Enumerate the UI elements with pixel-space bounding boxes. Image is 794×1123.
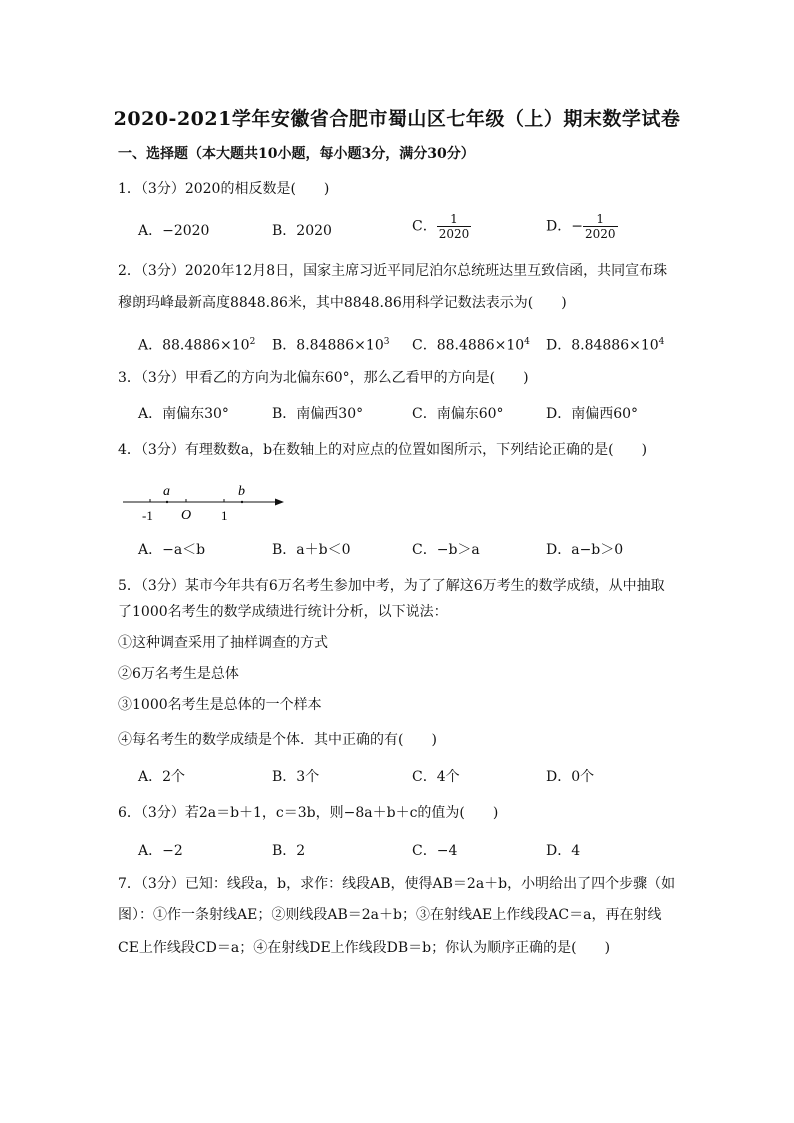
q4-option-b[interactable]: B．a＋b＜0 xyxy=(272,542,351,558)
q2-option-a[interactable]: A．$88.4886\times 10^2$ xyxy=(138,337,256,354)
point-a xyxy=(166,501,168,503)
arrow-right-icon xyxy=(275,499,284,506)
q5-statement-2: ②6万名考生是总体 xyxy=(118,666,239,682)
q5-statement-4: ④每名考生的数学成绩是个体．其中正确的有( ) xyxy=(118,732,437,748)
q3-option-a[interactable]: A．南偏东30° xyxy=(138,406,229,422)
q3-option-d[interactable]: D．南偏西60° xyxy=(546,406,639,422)
q1-option-d-fraction: $\frac{1}{2020}$ xyxy=(584,212,616,241)
tick-label-origin: O xyxy=(181,508,192,523)
q5-option-b[interactable]: B．3个 xyxy=(272,769,320,785)
question-6-stem: 6．（3分）若2a＝b＋1，c＝3b，则−8a＋b＋c的值为( ) xyxy=(118,805,499,821)
q4-option-a[interactable]: A．−a＜b xyxy=(138,542,206,558)
question-3-stem: 3．（3分）甲看乙的方向为北偏东60°，那么乙看甲的方向是( ) xyxy=(118,370,529,386)
q1-option-b[interactable]: B．2020 xyxy=(272,223,332,239)
q5-option-a[interactable]: A．2个 xyxy=(138,769,186,785)
q6-option-a[interactable]: A．−2 xyxy=(138,843,183,859)
q5-statement-1: ①这种调查采用了抽样调查的方式 xyxy=(118,635,328,651)
number-line-figure xyxy=(118,478,298,524)
page-title: 2020-2021学年安徽省合肥市蜀山区七年级（上）期末数学试卷 xyxy=(113,108,681,130)
q1-option-a[interactable]: A．−2020 xyxy=(138,223,210,239)
q2-option-b[interactable]: B．$8.84886\times 10^3$ xyxy=(272,337,390,354)
q1-option-c-fraction: $\frac{1}{2020}$ xyxy=(438,212,470,241)
q6-option-b[interactable]: B．2 xyxy=(272,843,306,859)
q1-option-d-label: D．− xyxy=(546,218,583,235)
q2-option-d[interactable]: D．$8.84886\times 10^4$ xyxy=(546,337,665,354)
q3-option-b[interactable]: B．南偏西30° xyxy=(272,406,364,422)
question-1-stem: 1．（3分）2020的相反数是( ) xyxy=(118,181,330,197)
question-7-stem-line3: CE上作线段CD＝a；④在射线DE上作线段DB＝b；你认为顺序正确的是( ) xyxy=(118,940,611,956)
question-5-stem-line2: 了1000名考生的数学成绩进行统计分析，以下说法： xyxy=(118,604,448,620)
question-7-stem-line1: 7．（3分）已知：线段a，b，求作：线段AB，使得AB＝2a＋b，小明给出了四个步骤（如 xyxy=(118,876,676,892)
question-2-stem-line1: 2．（3分）2020年12月8日，国家主席习近平同尼泊尔总统班达里互致信函，共同宣布珠 xyxy=(118,263,668,279)
q6-option-c[interactable]: C．−4 xyxy=(412,843,458,859)
q4-option-d[interactable]: D．a−b＞0 xyxy=(546,542,624,558)
point-b xyxy=(241,501,243,503)
q5-statement-3: ③1000名考生是总体的一个样本 xyxy=(118,697,322,713)
section-heading: 一、选择题（本大题共10小题，每小题3分，满分30分） xyxy=(118,146,475,162)
label-b: b xyxy=(238,484,245,499)
question-5-stem-line1: 5．（3分）某市今年共有6万名考生参加中考，为了了解这6万考生的数学成绩，从中抽取 xyxy=(118,578,665,594)
q2-option-c[interactable]: C．$88.4886\times 10^4$ xyxy=(412,337,530,354)
q4-option-c[interactable]: C．−b＞a xyxy=(412,542,480,558)
question-2-stem-line2: 穆朗玛峰最新高度8848.86米，其中8848.86用科学记数法表示为( ) xyxy=(118,295,567,311)
tick-label-neg1: -1 xyxy=(142,508,153,523)
q6-option-d[interactable]: D．4 xyxy=(546,843,581,859)
question-7-stem-line2: 图）：①作一条射线AE；②则线段AB＝2a＋b；③在射线AE上作线段AC＝a，再在射线 xyxy=(118,907,662,923)
q1-option-c-label: C． xyxy=(412,218,437,235)
question-4-stem: 4．（3分）有理数数a，b在数轴上的对应点的位置如图所示，下列结论正确的是( ) xyxy=(118,442,648,458)
q1-option-d[interactable] xyxy=(546,212,618,241)
q5-option-d[interactable]: D．0个 xyxy=(546,769,595,785)
q5-option-c[interactable]: C．4个 xyxy=(412,769,460,785)
label-a: a xyxy=(163,484,170,499)
q3-option-c[interactable]: C．南偏东60° xyxy=(412,406,504,422)
q1-option-c[interactable] xyxy=(412,212,471,241)
tick-label-1: 1 xyxy=(221,508,228,523)
